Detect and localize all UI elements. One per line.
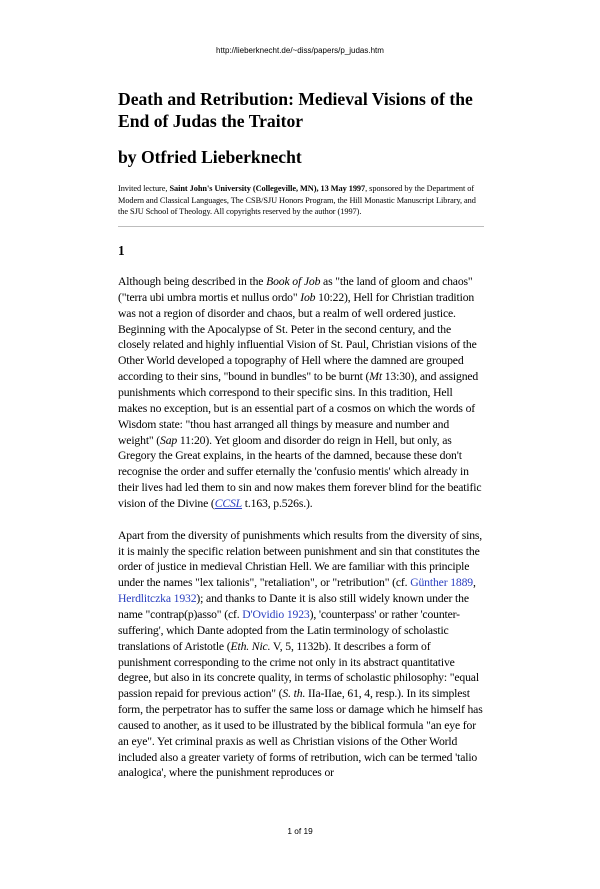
ccsl-link-text: CCSL [214,496,243,510]
paragraph-2 [118,528,484,782]
paragraph-text: , [473,576,476,590]
iob-citation: Iob [300,290,316,304]
section-divider [118,226,484,227]
paragraph-1 [118,274,484,512]
paragraph-text: IIa-IIae, 61, 4, resp.). In its simplest form, the perpetrator has to suffer the same loss or damage which he himself has caused to another, as it used to be illustrated by the biblical formula "an eye for an eye". Yet criminal praxis as well as Christian visions of the Other World included also a greater variety of forms of retribution, wich can be termed 'talio analogica', where the punishment reproduces or [118,687,483,780]
paragraph-text: t.163, p.526s.). [242,496,313,510]
herdlitczka-1932-link[interactable]: Herdlitczka 1932 [118,592,197,606]
lecture-note [118,183,484,218]
page-indicator: 1 of 19 [287,826,313,836]
article-body [118,88,484,781]
gunther-1889-link[interactable]: Günther 1889 [410,576,473,590]
print-header-url: http://lieberknecht.de/~diss/papers/p_judas.htm [216,46,384,55]
paragraph-text: Although being described in the [118,275,267,289]
article-title: Death and Retribution: Medieval Visions of the End of Judas the Traitor [118,89,473,131]
paragraph-text: V, 5, 1132b). It describes a form of punishment corresponding to the crime not only in its abstract quantitative degree, but also in its concrete quality, in terms of scholastic philosophy: "equal passion repaid for previous action" ( [118,639,479,701]
paragraph-text: ); and thanks to Dante it is also still widely known under the name "contrap(p)asso" (cf. [118,592,469,621]
section-number: 1 [118,243,125,259]
paragraph-text: 10:22), Hell for Christian tradition was not a region of disorder and chaos, but a realm of well ordered justice. Beginning with the Apocalypse of St. Peter in the second century, and the closely related and highly influential Vision of St. Paul, Christian visions of the Other World developed a topography of Hell where the damned are grouped according to their sins, "bound in bundles" to be burnt ( [118,290,477,384]
paragraph-text: 13:30), and assigned punishments which correspond to their specific sins. In this tradition, Hell makes no exception, but is an essential part of a cosmos on which the words of Wisdom state: "thou hast arranged all things by measure and number and weight" ( [118,370,479,447]
lecture-venue: Saint John's University (Collegeville, MN), 13 May 1997 [169,184,366,193]
sap-citation: Sap [160,433,178,447]
book-of-job-citation: Book of Job [266,275,321,289]
dovidio-1923-link[interactable]: D'Ovidio 1923 [242,607,310,621]
paragraph-text: ), 'counterpass' or rather 'counter-suffering', which Dante adopted from the Latin terminology of scholastic translations of Aristotle ( [118,607,460,653]
eth-nic-citation: Eth. Nic. [230,639,271,653]
summa-theologiae-citation: S. th. [282,687,306,701]
lecture-note-lead: Invited lecture, [118,184,170,193]
lecture-note-rest: , sponsored by the Department of Modern and Classical Languages, The CSB/SJU Honors Program, the Hill Monastic Manuscript Library, and the SJU School of Theology. All copyrights reserved by the author (1997). [118,184,476,217]
paragraph-text: 11:20). Yet gloom and disorder do reign in Hell, but only, as Gregory the Great explains, in the hearts of the damned, because these don't recognise the order and suffer eternally the 'confusio mentis' which already in their lives had led them to sin and now makes them forever blind for the beatific vision of the Divine ( [118,433,482,510]
paragraph-text: as "the land of gloom and chaos" ("terra ubi umbra mortis et nullus ordo" [118,275,473,304]
mt-citation: Mt [369,370,382,384]
ccsl-link[interactable] [215,497,242,510]
paragraph-text: Apart from the diversity of punishments which results from the diversity of sins, it is mainly the specific relation between punishment and sin that constitutes the order of justice in medieval Christian Hell. We are familiar with this principle under the names "lex talionis", "retaliation", or "retribution" (cf. [118,528,483,590]
author-byline: by Otfried Lieberknecht [118,147,302,167]
